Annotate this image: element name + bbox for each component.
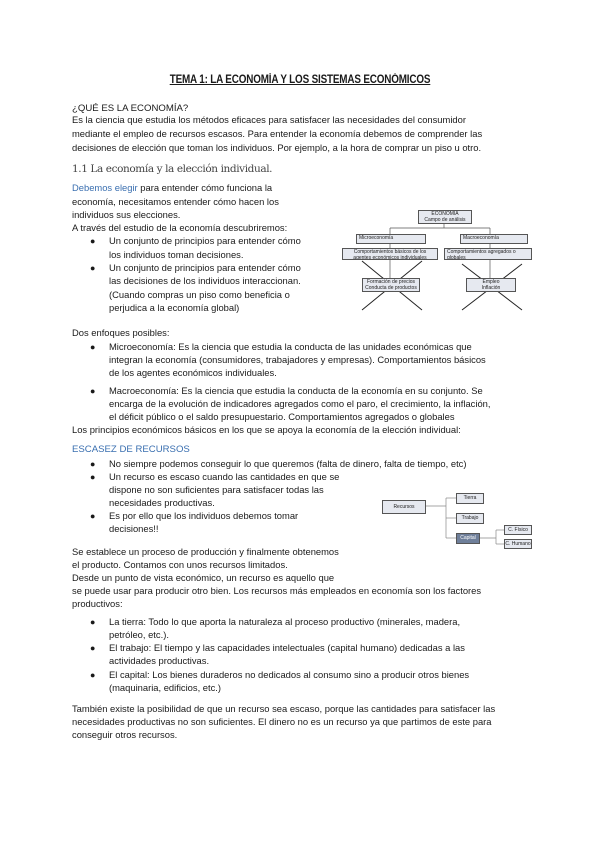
bullet-icon: ● <box>90 617 96 627</box>
factor-capital-l2: (maquinaria, edificios, etc.) <box>109 682 222 693</box>
prod-l4: se puede usar para producir otro bien. Los recursos más empleados en economía son los factores <box>72 585 482 596</box>
diagram-micro-sub-l1: Comportamientos básicos de los <box>353 249 427 255</box>
s11-b1-l1: Un conjunto de principios para entender cómo <box>109 235 301 246</box>
principles-line: Los principios económicos básicos en los que se apoya la economía de la elección individual: <box>72 424 461 435</box>
capital-fisico-box: C. Físico <box>504 525 532 535</box>
bullet-icon: ● <box>90 670 96 680</box>
diagram-campo-label: Campo de análisis <box>424 217 466 223</box>
enfoques-intro: Dos enfoques posibles: <box>72 327 170 338</box>
closing-l3: conseguir otros recursos. <box>72 729 178 740</box>
factor-trabajo-l1: El trabajo: El tiempo y las capacidades intelectuales (capital humano) dedicadas a las <box>109 642 465 653</box>
prod-l5: productivos: <box>72 598 123 609</box>
esc-b2-l2: dispone no son suficientes para satisfacer todas las <box>109 484 324 495</box>
diagram-micro-box: Microeconomía <box>356 234 426 244</box>
bullet-icon: ● <box>90 386 96 396</box>
bullet-icon: ● <box>90 459 96 469</box>
diagram-economia-label: ECONOMÍA <box>431 211 459 217</box>
factor-tierra-l2: petróleo, etc.). <box>109 629 169 640</box>
s11-b2-l2: las decisiones de los individuos interaccionan. <box>109 275 301 286</box>
s11-b2-l3: (Cuando compras un piso como beneficia o <box>109 289 290 300</box>
resource-tierra-box: Tierra <box>456 493 484 504</box>
resource-capital-box: Capital <box>456 533 480 544</box>
diagram-macro-box: Macroeconomía <box>460 234 528 244</box>
s11-line-1-rest: para entender cómo funciona la <box>137 182 273 193</box>
s11-line-2: economía, necesitamos entender cómo hacen los <box>72 196 279 207</box>
esc-b1: No siempre podemos conseguir lo que queremos (falta de dinero, falta de tiempo, etc) <box>109 458 467 469</box>
s11-line-4: A través del estudio de la economía descubriremos: <box>72 222 288 233</box>
prod-l2: el producto. Contamos con unos recursos limitados. <box>72 559 288 570</box>
macro-l2: encarga de la evolución de indicadores agregados como el paro, el crecimiento, la inflación, <box>109 398 491 409</box>
closing-l1: También existe la posibilidad de que un recurso sea escaso, porque las cantidades para satisfacer las <box>72 703 496 714</box>
esc-b2-l1: Un recurso es escaso cuando las cantidades en que se <box>109 471 340 482</box>
factor-trabajo-l2: actividades productivas. <box>109 655 210 666</box>
resources-main-box: Recursos <box>382 500 426 514</box>
diagram-micro-bottom-l2: Conducta de productos <box>365 285 417 291</box>
micro-l3: de los agentes económicos individuales. <box>109 367 277 378</box>
highlight-debemos-elegir: Debemos elegir <box>72 182 138 193</box>
bullet-icon: ● <box>90 643 96 653</box>
escasez-heading: ESCASEZ DE RECURSOS <box>72 444 190 455</box>
diagram-micro-bottom-box <box>362 278 420 292</box>
factor-tierra-l1: La tierra: Todo lo que aporta la naturaleza al proceso productivo (minerales, madera, <box>109 616 461 627</box>
diagram-macro-sub-l1: Comportamientos agregados o <box>447 249 516 255</box>
factor-capital-l1: El capital: Los bienes duraderos no dedicados al consumo sino a producir otros bienes <box>109 669 470 680</box>
s11-line-1 <box>72 181 272 195</box>
bullet-icon: ● <box>90 263 96 273</box>
resource-trabajo-box: Trabajo <box>456 513 484 524</box>
diagram-macro-bottom-l1: Empleo <box>482 279 500 285</box>
bullet-icon: ● <box>90 236 96 246</box>
closing-l2: necesidades productivas no son suficientes. El dinero no es un recurso ya que partimos de este para <box>72 716 492 727</box>
intro-line-3: decisiones de elección que toman los individuos. Por ejemplo, a la hora de comprar un piso u otro. <box>72 142 482 153</box>
section-1-1-heading: 1.1 La economía y la elección individual. <box>72 163 273 175</box>
bullet-icon: ● <box>90 342 96 352</box>
macro-l1: Macroeconomía: Es la ciencia que estudia la conducta de la economía en su conjunto. Se <box>109 385 483 396</box>
economics-diagram <box>340 206 530 316</box>
diagram-macro-bottom-l2: Inflación <box>481 285 501 291</box>
page-title: TEMA 1: LA ECONOMÍA Y LOS SISTEMAS ECONÓMICOS <box>169 74 431 86</box>
micro-l1: Microeconomía: Es la ciencia que estudia la conducta de las unidades económicas que <box>109 341 472 352</box>
diagram-macro-bottom-box <box>466 278 516 292</box>
s11-line-3: individuos sus elecciones. <box>72 209 181 220</box>
diagram-macro-sub-box <box>444 248 532 260</box>
intro-heading: ¿QUÉ ES LA ECONOMÍA? <box>72 103 189 114</box>
capital-humano-box: C. Humano <box>505 541 531 547</box>
diagram-economia-box <box>418 210 472 224</box>
diagram-micro-sub-l2: agentes económicos individuales <box>353 255 427 260</box>
diagram-micro-bottom-l1: Formación de precios <box>366 279 416 285</box>
intro-line-1: Es la ciencia que estudia los métodos eficaces para satisfacer las necesidades del consumidor <box>72 114 466 125</box>
macro-l3: el déficit público o el saldo presupuestario. Comportamientos agregados o globales <box>109 411 455 422</box>
esc-b3-l2: decisiones!! <box>109 523 159 534</box>
prod-l3: Desde un punto de vista económico, un recurso es aquello que <box>72 572 335 583</box>
s11-b2-l4: perjudica a la economía global) <box>109 302 240 313</box>
resources-diagram <box>380 492 532 552</box>
diagram-macro-sub-l2: globales <box>447 255 466 260</box>
s11-b2-l1: Un conjunto de principios para entender cómo <box>109 262 301 273</box>
esc-b3-l1: Es por ello que los individuos debemos tomar <box>109 510 299 521</box>
bullet-icon: ● <box>90 511 96 521</box>
s11-b1-l2: los individuos toman decisiones. <box>109 249 244 260</box>
micro-l2: integran la economía (consumidores, trabajadores y empresas). Comportamientos básicos <box>109 354 486 365</box>
bullet-icon: ● <box>90 472 96 482</box>
intro-line-2: mediante el empleo de recursos escasos. Para entender la economía debemos de comprender las <box>72 128 483 139</box>
prod-l1: Se establece un proceso de producción y finalmente obtenemos <box>72 546 339 557</box>
diagram-micro-sub-box <box>342 248 438 260</box>
esc-b2-l3: necesidades productivas. <box>109 497 215 508</box>
